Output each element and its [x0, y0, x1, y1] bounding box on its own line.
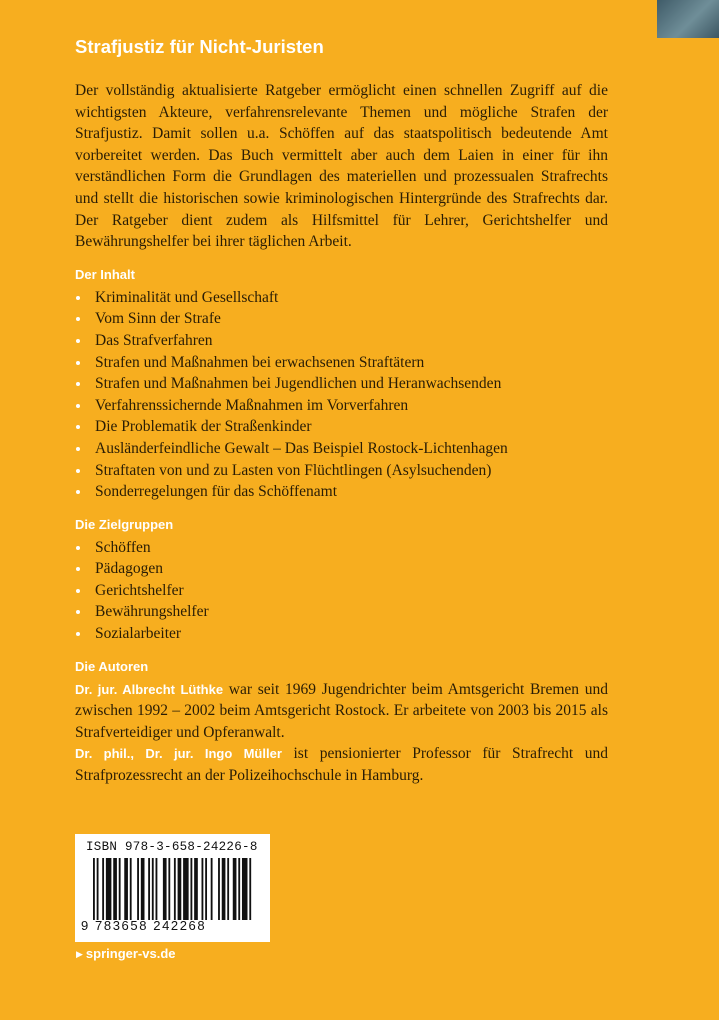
barcode-bar	[174, 858, 176, 920]
list-item: Pädagogen	[75, 558, 608, 580]
author-name: Dr. phil., Dr. jur. Ingo Müller	[75, 746, 282, 762]
barcode-bar	[141, 858, 145, 920]
barcode-bar	[242, 858, 248, 920]
barcode-bar	[222, 858, 226, 920]
arrow-right-icon: ▶	[76, 949, 83, 959]
list-item: Die Problematik der Straßenkinder	[75, 416, 608, 438]
barcode-bar	[205, 858, 207, 920]
author-bio-text: war seit 1969 Jugendrichter beim Amtsgericht Bremen und zwischen 1992 – 2002 beim Amtsgericht Rostock. Er arbeitete von 2003 bis 2015 als Strafverteidiger und Opferanwalt.	[75, 680, 608, 741]
barcode-bar	[102, 858, 104, 920]
barcode-bar	[168, 858, 170, 920]
list-item: Sonderregelungen für das Schöffenamt	[75, 481, 608, 503]
barcode-bar	[202, 858, 204, 920]
barcode-bar	[124, 858, 128, 920]
barcode-bar	[194, 858, 198, 920]
barcode-bar	[178, 858, 182, 920]
list-item: Straftaten von und zu Lasten von Flüchtlingen (Asylsuchenden)	[75, 460, 608, 482]
barcode-bar	[93, 858, 95, 920]
barcode-bar	[106, 858, 112, 920]
barcode-bar	[113, 858, 117, 920]
list-item: Verfahrenssichernde Maßnahmen im Vorverfahren	[75, 395, 608, 417]
audience-heading: Die Zielgruppen	[75, 516, 174, 532]
author-bio-1	[75, 679, 608, 744]
authors-heading: Die Autoren	[75, 658, 149, 674]
barcode-bar	[227, 858, 229, 920]
barcode-bar	[119, 858, 121, 920]
intro-paragraph: Der vollständig aktualisierte Ratgeber ermöglicht einen schnellen Zugriff auf die wichtigsten Akteure, verfahrensrelevante Themen und mögliche Strafen der Strafjustiz. Damit sollen u.a. Schöffen auf das staatspolitisch bedeutende Amt vorbereitet werden. Das Buch vermittelt aber auch dem Laien in einer für ihn verständlichen Form die Grundlagen des materiellen und prozessualen Strafrechts und stellt die historischen sowie kriminologischen Hintergründe des Strafrechts dar. Der Ratgeber dient zudem als Hilfsmittel für Lehrer, Gerichtshelfer und Bewährungshelfer bei ihrer täglichen Arbeit.	[75, 82, 608, 251]
contents-heading: Der Inhalt	[75, 266, 135, 282]
barcode-bar	[163, 858, 167, 920]
book-title: Strafjustiz für Nicht-Juristen	[75, 36, 324, 57]
back-cover-content	[75, 36, 608, 787]
author-bio-2	[75, 743, 608, 786]
list-item: Kriminalität und Gesellschaft	[75, 287, 608, 309]
barcode-bar	[148, 858, 150, 920]
corner-graphic	[657, 0, 719, 38]
barcode-bar	[190, 858, 192, 920]
barcode-bars	[93, 858, 253, 920]
barcode-bar	[97, 858, 99, 920]
barcode-bar	[233, 858, 237, 920]
barcode-bar	[152, 858, 154, 920]
barcode-bar	[156, 858, 158, 920]
barcode-bar	[249, 858, 251, 920]
barcode-bar	[218, 858, 220, 920]
list-item: Bewährungshelfer	[75, 601, 608, 623]
author-name: Dr. jur. Albrecht Lüthke	[75, 681, 224, 697]
list-item: Strafen und Maßnahmen bei erwachsenen Straftätern	[75, 352, 608, 374]
barcode-bar	[183, 858, 189, 920]
barcode-bar	[211, 858, 213, 920]
barcode-digits: 9 783658 242268	[81, 918, 207, 933]
contents-list	[75, 287, 608, 503]
list-item: Sozialarbeiter	[75, 623, 608, 645]
publisher-link[interactable]	[76, 946, 176, 961]
barcode-bar	[130, 858, 132, 920]
list-item: Gerichtshelfer	[75, 580, 608, 602]
publisher-link-text: springer-vs.de	[85, 946, 176, 961]
barcode-bar	[137, 858, 139, 920]
list-item: Schöffen	[75, 537, 608, 559]
list-item: Strafen und Maßnahmen bei Jugendlichen und Heranwachsenden	[75, 373, 608, 395]
isbn-barcode	[75, 834, 270, 942]
list-item: Ausländerfeindliche Gewalt – Das Beispiel Rostock-Lichtenhagen	[75, 438, 608, 460]
barcode-bar	[238, 858, 240, 920]
audience-list	[75, 537, 608, 645]
list-item: Vom Sinn der Strafe	[75, 308, 608, 330]
author-bio-text: ist pensionierter Professor für Strafrecht und Strafprozessrecht an der Polizeihochschule in Hamburg.	[75, 745, 608, 785]
list-item: Das Strafverfahren	[75, 330, 608, 352]
isbn-label: ISBN 978-3-658-24226-8	[86, 840, 258, 854]
